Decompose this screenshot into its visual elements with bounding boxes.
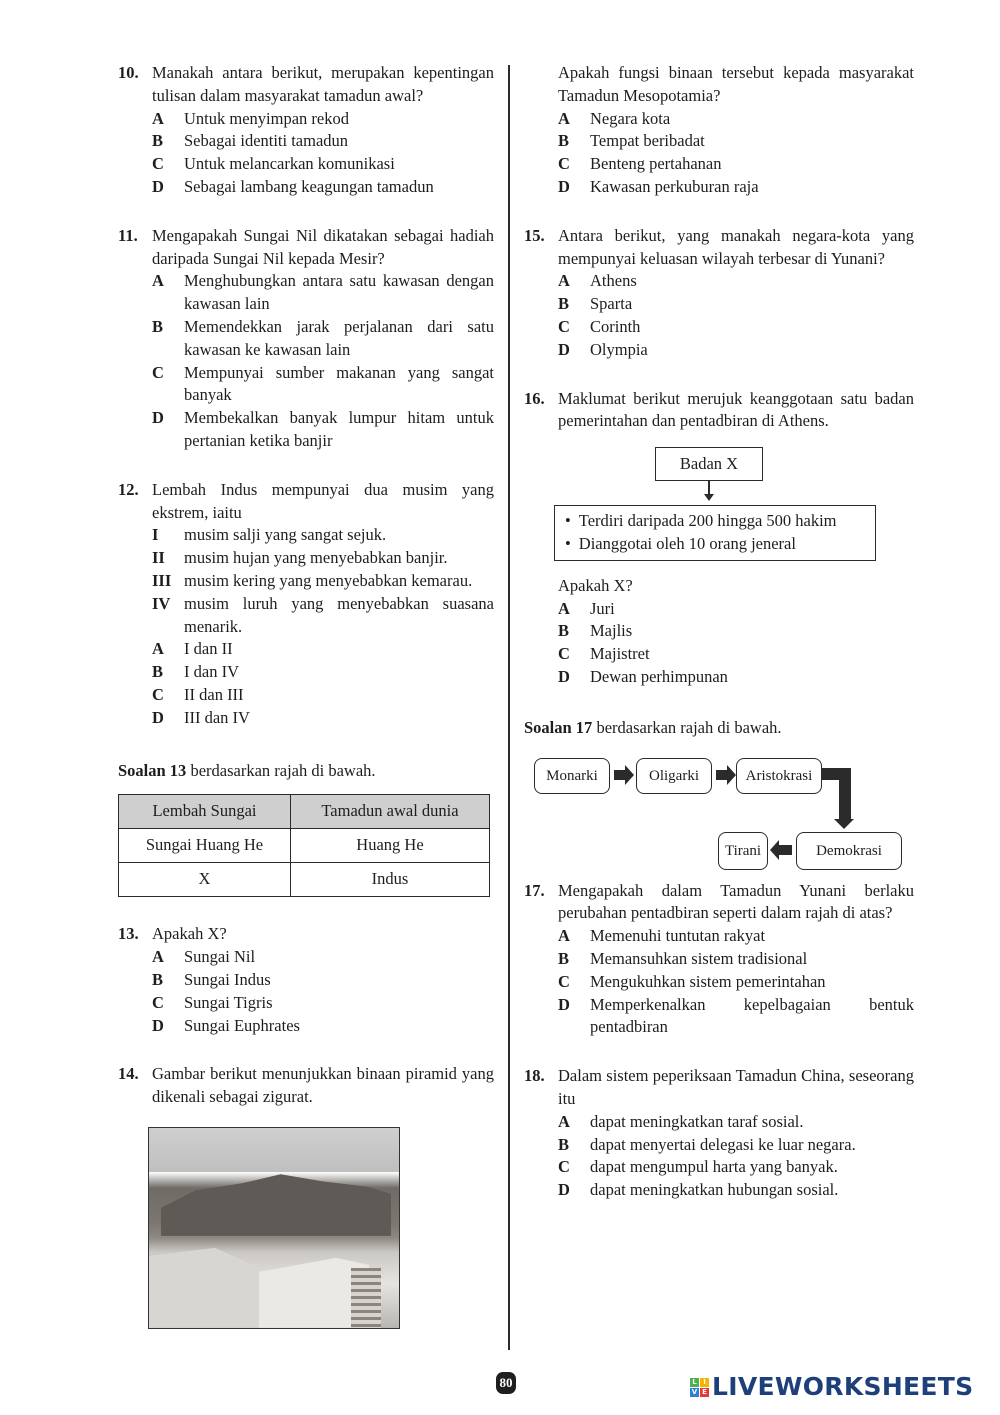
option-text: Sungai Nil [184,947,256,967]
option-b[interactable] [152,661,494,684]
government-flow-diagram [524,752,914,872]
option-a[interactable] [558,1111,914,1134]
option-text: Sebagai lambang keagungan tamadun [184,176,434,196]
option-label: B [152,131,164,151]
option-label: A [558,598,570,618]
option-c[interactable] [558,153,914,176]
option-d[interactable] [152,707,494,730]
option-a[interactable] [558,925,914,948]
info-point: • Dianggotai oleh 10 orang jeneral [565,533,865,556]
down-arrow-icon [708,481,710,499]
option-label: B [558,621,570,641]
badan-x-box: Badan X [655,447,763,481]
option-text: dapat meningkatkan taraf sosial. [590,1111,804,1131]
question-stem: Mengapakah Sungai Nil dikatakan sebagai hadiah daripada Sungai Nil kepada Mesir? [152,225,494,268]
option-b[interactable] [558,948,914,971]
option-c[interactable] [558,643,914,666]
option-d[interactable] [152,176,494,199]
option-label: A [558,1111,570,1131]
option-d[interactable] [152,407,494,453]
question-number: 17. [524,880,545,900]
question-stem: Apakah fungsi binaan tersebut kepada masyarakat Tamadun Mesopotamia? [558,63,914,105]
option-d[interactable] [558,176,914,199]
arrow-down-icon [839,768,851,820]
question-stem: Apakah X? [558,575,633,595]
question-number: 13. [118,924,139,944]
question-number: 10. [118,63,139,82]
question-13 [118,923,494,1037]
question-14 [118,1063,494,1109]
option-text: Sungai Tigris [184,992,273,1012]
option-label: C [558,154,570,174]
statement-iii [152,570,494,593]
option-label: D [152,707,164,727]
option-label: C [152,684,164,704]
photo-ziggurat-mound [161,1166,391,1236]
option-label: B [152,316,164,336]
question-15 [524,225,914,362]
option-label: A [152,108,164,128]
question-16-continued [524,575,914,689]
option-text: Majistret [590,644,650,664]
statement-label: IV [152,593,171,613]
option-b[interactable] [152,969,494,992]
option-label: D [558,176,570,196]
right-column [524,62,914,1202]
liveworksheets-logo-icon [690,1378,709,1397]
logo-letter: V [691,1387,698,1396]
option-text: Sungai Indus [184,969,271,989]
option-d[interactable] [558,339,914,362]
option-label: B [152,969,164,989]
option-label: C [152,992,164,1012]
option-label: D [152,408,164,428]
table-cell: X [119,863,291,897]
option-label: A [152,947,164,967]
option-text: dapat meningkatkan hubungan sosial. [590,1180,839,1200]
table-header: Lembah Sungai [119,795,291,829]
option-label: A [558,108,570,128]
question-stem: Antara berikut, yang manakah negara-kota yang mempunyai keluasan wilayah terbesar di Yunani? [558,225,914,268]
statement-ii [152,547,494,570]
photo-stairs [351,1268,381,1328]
option-text: Kawasan perkuburan raja [590,176,759,196]
option-label: C [558,316,570,336]
option-label: B [152,662,164,682]
option-label: A [152,271,164,291]
question-number: 14. [118,1064,139,1084]
arrow-right-icon [716,770,728,780]
table-header: Tamadun awal dunia [290,795,489,829]
option-text: I dan II [184,639,233,659]
option-label: B [558,294,570,314]
left-column [118,62,494,1329]
question-stem: Apakah X? [152,924,227,944]
option-text: Mengukuhkan sistem pemerintahan [590,971,826,991]
question-number: 12. [118,479,139,499]
question-14-continued [524,62,914,199]
statement-text: musim kering yang menyebabkan kemarau. [184,570,473,590]
question-stem: Lembah Indus mempunyai dua musim yang ekstrem, iaitu [152,479,494,522]
option-c[interactable] [152,992,494,1015]
option-label: D [558,994,570,1014]
option-text: Sungai Euphrates [184,1015,300,1035]
option-text: Memansuhkan sistem tradisional [590,948,808,968]
flow-node-tirani: Tirani [718,832,768,870]
option-text: Athens [590,271,637,291]
logo-letter: I [700,1378,709,1387]
option-b[interactable] [558,1134,914,1157]
question-17 [524,880,914,1040]
ziggurat-photo [148,1127,400,1329]
option-label: B [558,131,570,151]
option-text: II dan III [184,684,244,704]
question-12 [118,479,494,730]
statement-label: I [152,525,159,545]
option-text: Memenuhi tuntutan rakyat [590,926,766,946]
option-label: D [558,666,570,686]
page-number-badge: 80 [496,1372,516,1394]
statement-i [152,524,494,547]
statement-label: II [152,548,165,568]
table-header-row [119,795,490,829]
option-label: C [152,362,164,382]
option-text: Tempat beribadat [590,131,705,151]
option-a[interactable] [152,946,494,969]
table-cell: Indus [290,863,489,897]
option-text: Mempunyai sumber makanan yang sangat banyak [184,362,494,405]
q13-intro [118,760,494,783]
table-row [119,863,490,897]
option-text: Memperkenalkan kepelbagaian bentuk pentadbiran [590,994,914,1037]
option-label: A [558,271,570,291]
intro-bold: Soalan 17 [524,717,593,737]
logo-letter: E [700,1388,709,1397]
option-a[interactable] [558,598,914,621]
option-a[interactable] [558,108,914,131]
flow-node-aristokrasi: Aristokrasi [736,758,822,794]
option-text: Dewan perhimpunan [590,666,728,686]
table-row [119,829,490,863]
option-label: C [152,154,164,174]
option-label: D [558,1180,570,1200]
question-stem: Maklumat berikut merujuk keanggotaan satu badan pemerintahan dan pentadbiran di Athens. [558,388,914,431]
option-text: Memendekkan jarak perjalanan dari satu kawasan ke kawasan lain [184,316,494,359]
question-stem: Gambar berikut menunjukkan binaan piramid yang dikenali sebagai zigurat. [152,1064,494,1107]
option-d[interactable] [558,1179,914,1202]
statement-iv [152,593,494,639]
intro-text: berdasarkan rajah di bawah. [592,717,782,737]
statement-text: musim hujan yang menyebabkan banjir. [184,548,448,568]
option-text: Membekalkan banyak lumpur hitam untuk pertanian ketika banjir [184,408,494,450]
option-text: Majlis [590,621,633,641]
option-b[interactable] [558,130,914,153]
option-c[interactable] [558,316,914,339]
option-c[interactable] [152,362,494,408]
option-label: A [558,926,570,946]
option-d[interactable] [558,666,914,689]
column-divider [508,65,510,1350]
q17-intro [524,717,914,740]
option-text: Benteng pertahanan [590,154,722,174]
option-text: Olympia [590,339,648,359]
question-16 [524,388,914,434]
option-b[interactable] [558,620,914,643]
arrow-left-icon [778,845,792,855]
option-text: I dan IV [184,662,239,682]
question-10 [118,62,494,199]
question-stem: Dalam sistem peperiksaan Tamadun China, seseorang itu [558,1066,914,1108]
option-text: Untuk menyimpan rekod [184,108,349,128]
option-b[interactable] [152,316,494,362]
table-cell: Huang He [290,829,489,863]
option-text: dapat menyertai delegasi ke luar negara. [590,1134,856,1154]
option-d[interactable] [558,994,914,1040]
question-number: 16. [524,388,545,408]
question-number: 15. [524,225,545,245]
liveworksheets-brand[interactable] [690,1374,973,1400]
option-text: Juri [590,598,615,618]
option-text: Sparta [590,294,633,314]
flow-node-demokrasi: Demokrasi [796,832,902,870]
option-c[interactable] [152,684,494,707]
option-a[interactable] [152,270,494,316]
option-c[interactable] [558,971,914,994]
info-point: • Terdiri daripada 200 hingga 500 hakim [565,510,865,533]
option-d[interactable] [152,1015,494,1038]
question-number: 18. [524,1066,545,1086]
question-18 [524,1065,914,1202]
statement-text: musim luruh yang menyebabkan suasana menarik. [184,593,494,636]
option-a[interactable] [152,108,494,131]
flow-node-oligarki: Oligarki [636,758,712,794]
question-11 [118,225,494,453]
option-label: A [152,639,164,659]
option-a[interactable] [152,638,494,661]
statement-text: musim salji yang sangat sejuk. [184,525,387,545]
option-c[interactable] [558,1156,914,1179]
option-label: C [558,1157,570,1177]
statement-label: III [152,570,172,590]
question-stem: Mengapakah dalam Tamadun Yunani berlaku perubahan pentadbiran seperti dalam rajah di atas? [558,880,914,923]
option-label: D [152,1015,164,1035]
option-label: B [558,1134,570,1154]
option-c[interactable] [152,153,494,176]
brand-wordmark: LIVEWORKSHEETS [712,1372,974,1401]
table-cell: Sungai Huang He [119,829,291,863]
badan-x-info-box [554,505,876,561]
photo-ruin-wall [149,1248,259,1328]
option-a[interactable] [558,270,914,293]
option-text: Negara kota [590,108,671,128]
option-label: B [558,948,570,968]
option-label: D [152,176,164,196]
option-text: Sebagai identiti tamadun [184,131,349,151]
option-text: Corinth [590,316,641,336]
intro-bold: Soalan 13 [118,760,187,780]
arrow-right-icon [614,770,626,780]
question-stem: Manakah antara berikut, merupakan kepentingan tulisan dalam masyarakat tamadun awal? [152,63,494,105]
option-label: C [558,971,570,991]
option-text: dapat mengumpul harta yang banyak. [590,1157,838,1177]
option-b[interactable] [558,293,914,316]
intro-text: berdasarkan rajah di bawah. [186,760,376,780]
option-label: D [558,339,570,359]
option-text: Menghubungkan antara satu kawasan dengan kawasan lain [184,271,494,314]
flow-node-monarki: Monarki [534,758,610,794]
option-b[interactable] [152,130,494,153]
question-number: 11. [118,225,138,245]
option-label: C [558,644,570,664]
option-text: III dan IV [184,707,250,727]
q13-table [118,794,490,897]
logo-letter: L [690,1378,699,1387]
option-text: Untuk melancarkan komunikasi [184,154,395,174]
